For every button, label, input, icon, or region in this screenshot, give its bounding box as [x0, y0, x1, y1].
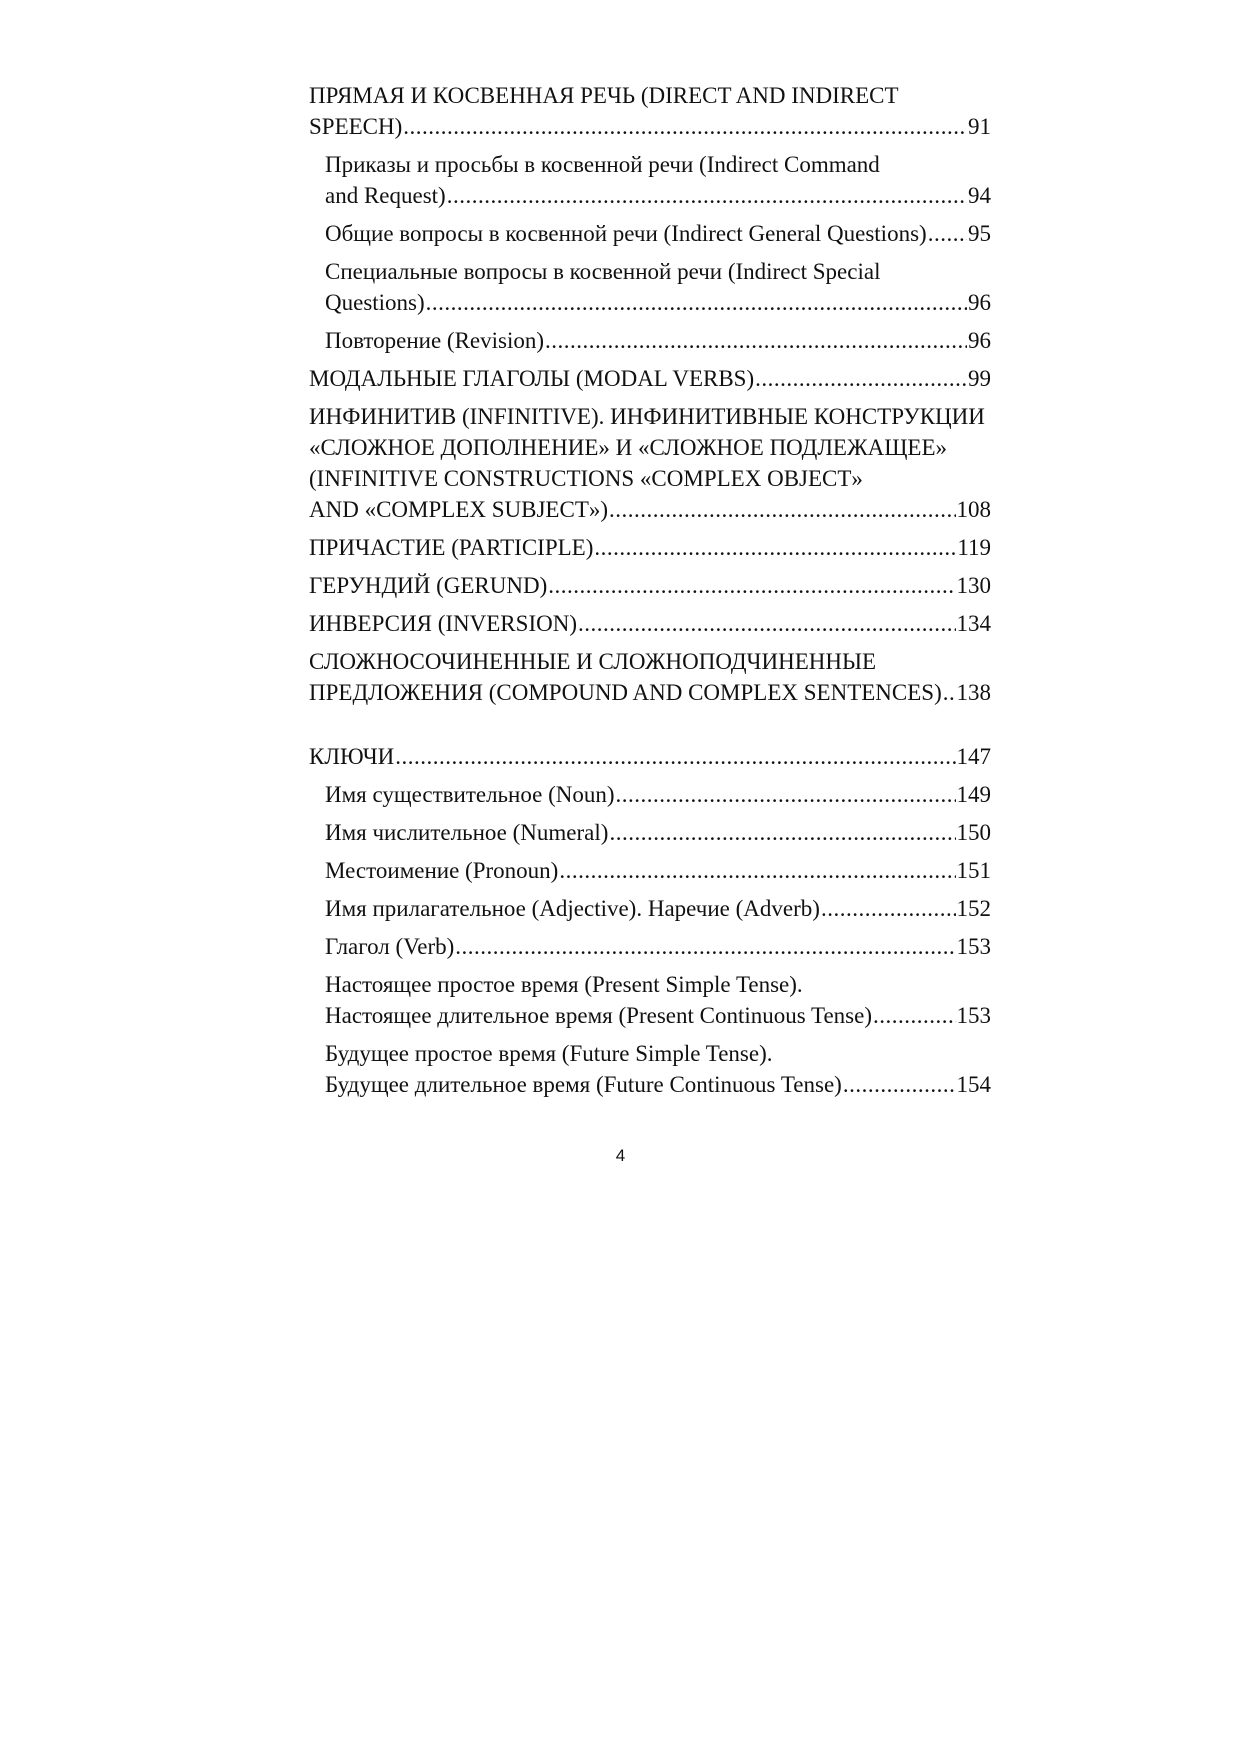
toc-entry-indirect-special-questions[interactable] — [309, 256, 991, 318]
table-of-contents — [309, 80, 991, 1107]
toc-entry-participle[interactable] — [309, 532, 991, 563]
toc-entry-text: Имя числительное (Numeral) — [325, 820, 609, 845]
toc-entry-text: Настоящее длительное время (Present Continuous Tense) — [325, 1003, 873, 1028]
toc-page-number: 152 — [956, 896, 991, 921]
toc-entry-text: ПРИЧАСТИЕ (PARTICIPLE) — [309, 535, 594, 560]
toc-page-number: 99 — [968, 366, 991, 391]
toc-entry-text: МОДАЛЬНЫЕ ГЛАГОЛЫ (MODAL VERBS) — [309, 366, 755, 391]
dot-leader — [578, 608, 956, 639]
toc-page-number: 153 — [956, 1003, 991, 1028]
toc-entry-text: Имя прилагательное (Adjective). Наречие (Adverb) — [325, 896, 820, 921]
toc-page-number: 138 — [956, 680, 991, 705]
toc-entry-revision[interactable] — [309, 325, 991, 356]
dot-leader — [843, 1069, 956, 1100]
toc-page-number: 119 — [957, 535, 991, 560]
dot-leader — [609, 817, 955, 848]
toc-page-number: 91 — [968, 114, 991, 139]
toc-entry-text: Глагол (Verb) — [325, 934, 455, 959]
toc-entry-text: AND «COMPLEX SUBJECT») — [309, 497, 609, 522]
toc-entry-text: Questions) — [325, 290, 425, 315]
dot-leader — [559, 855, 955, 886]
toc-page-number: 94 — [968, 183, 991, 208]
toc-page-number: 108 — [956, 497, 991, 522]
toc-entry-text: Специальные вопросы в косвенной речи (Indirect Special — [325, 259, 881, 284]
toc-entry-keys[interactable] — [309, 741, 991, 772]
toc-entry-text: Имя существительное (Noun) — [325, 782, 615, 807]
dot-leader — [821, 893, 956, 924]
toc-entry-modal-verbs[interactable] — [309, 363, 991, 394]
page-number: 4 — [615, 1146, 626, 1165]
toc-entry-text: and Request) — [325, 183, 446, 208]
toc-entry-adjective-adverb[interactable] — [309, 893, 991, 924]
toc-entry-pronoun[interactable] — [309, 855, 991, 886]
toc-entry-direct-indirect-speech[interactable] — [309, 80, 991, 142]
dot-leader — [928, 218, 967, 249]
toc-page-number: 153 — [956, 934, 991, 959]
toc-entry-present-tenses[interactable] — [309, 969, 991, 1031]
toc-entry-text: Местоимение (Pronoun) — [325, 858, 559, 883]
dot-leader — [609, 494, 955, 525]
dot-leader — [426, 287, 967, 318]
dot-leader — [455, 931, 955, 962]
dot-leader — [545, 325, 967, 356]
toc-entry-noun[interactable] — [309, 779, 991, 810]
toc-entry-text: ГЕРУНДИЙ (GERUND) — [309, 573, 548, 598]
dot-leader — [548, 570, 955, 601]
toc-entry-infinitive[interactable] — [309, 401, 991, 525]
toc-page-number: 151 — [956, 858, 991, 883]
dot-leader — [395, 741, 955, 772]
toc-entry-inversion[interactable] — [309, 608, 991, 639]
toc-entry-numeral[interactable] — [309, 817, 991, 848]
toc-entry-text: Повторение (Revision) — [325, 328, 545, 353]
toc-entry-text: (INFINITIVE CONSTRUCTIONS «COMPLEX OBJECT» — [309, 466, 863, 491]
dot-leader — [943, 677, 956, 708]
toc-page-number: 147 — [956, 744, 991, 769]
toc-page-number: 154 — [956, 1072, 991, 1097]
toc-entry-gerund[interactable] — [309, 570, 991, 601]
toc-page-number: 149 — [956, 782, 991, 807]
toc-entry-text: Приказы и просьбы в косвенной речи (Indirect Command — [325, 152, 880, 177]
toc-entry-verb[interactable] — [309, 931, 991, 962]
toc-entry-text: «СЛОЖНОЕ ДОПОЛНЕНИЕ» И «СЛОЖНОЕ ПОДЛЕЖАЩЕЕ» — [309, 435, 948, 460]
toc-entry-text: ПРЕДЛОЖЕНИЯ (COMPOUND AND COMPLEX SENTENCES) — [309, 680, 942, 705]
toc-page-number: 150 — [956, 820, 991, 845]
dot-leader — [403, 111, 967, 142]
toc-entry-text: КЛЮЧИ — [309, 744, 395, 769]
toc-entry-text: Общие вопросы в косвенной речи (Indirect General Questions) — [325, 221, 927, 246]
toc-entry-text: ИНФИНИТИВ (INFINITIVE). ИНФИНИТИВНЫЕ КОНСТРУКЦИИ — [309, 404, 985, 429]
toc-page-number: 96 — [968, 328, 991, 353]
toc-page-number: 134 — [956, 611, 991, 636]
dot-leader — [447, 180, 967, 211]
toc-entry-indirect-command[interactable] — [309, 149, 991, 211]
toc-page-number: 95 — [968, 221, 991, 246]
toc-entry-text: Будущее простое время (Future Simple Tense). — [325, 1041, 773, 1066]
dot-leader — [873, 1000, 955, 1031]
toc-page-number: 96 — [968, 290, 991, 315]
toc-entry-text: Будущее длительное время (Future Continuous Tense) — [325, 1072, 842, 1097]
toc-entry-text: СЛОЖНОСОЧИНЕННЫЕ И СЛОЖНОПОДЧИНЕННЫЕ — [309, 649, 877, 674]
toc-entry-text: ИНВЕРСИЯ (INVERSION) — [309, 611, 577, 636]
toc-entry-future-tenses[interactable] — [309, 1038, 991, 1100]
toc-entry-text: ПРЯМАЯ И КОСВЕННАЯ РЕЧЬ (DIRECT AND INDIRECT — [309, 83, 899, 108]
dot-leader — [594, 532, 956, 563]
dot-leader — [616, 779, 956, 810]
toc-entry-compound-complex-sentences[interactable] — [309, 646, 991, 708]
toc-page-number: 130 — [956, 573, 991, 598]
toc-entry-text: SPEECH) — [309, 114, 403, 139]
dot-leader — [755, 363, 967, 394]
toc-entry-text: Настоящее простое время (Present Simple Tense). — [325, 972, 803, 997]
toc-entry-indirect-general-questions[interactable] — [309, 218, 991, 249]
